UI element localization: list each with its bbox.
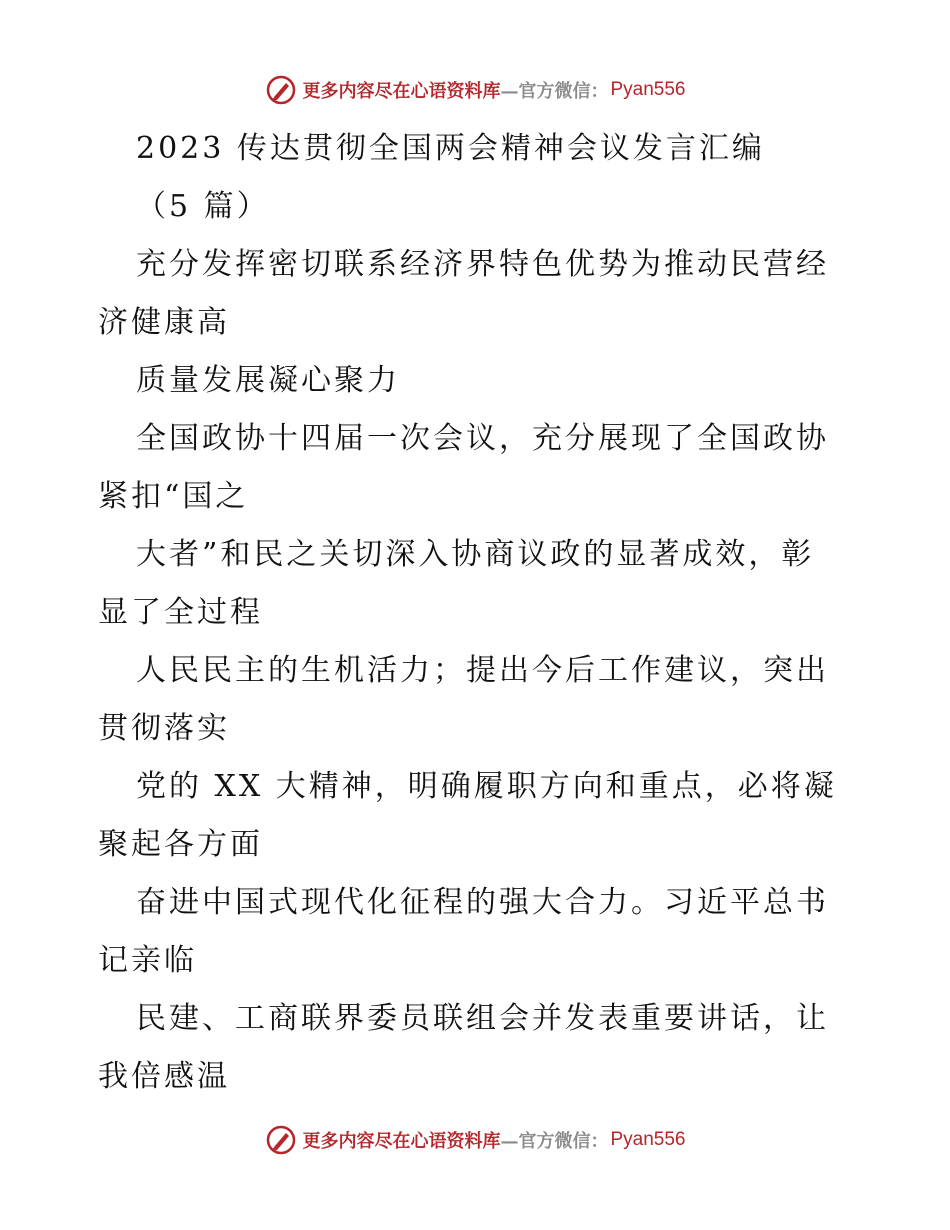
document-body — [98, 120, 858, 1106]
footer-banner — [0, 1120, 950, 1160]
paragraph-line: 充分发挥密切联系经济界特色优势为推动民营经 — [136, 247, 829, 282]
banner-subtitle: —官方微信： — [500, 1131, 609, 1152]
paragraph-line: 人民民主的生机活力；提出今后工作建议，突出 — [136, 653, 829, 688]
paragraph-line: 全国政协十四届一次会议，充分展现了全国政协 — [136, 421, 829, 456]
paragraph-line: 质量发展凝心聚力 — [136, 363, 400, 398]
paragraph-line: 奋进中国式现代化征程的强大合力。习近平总书 — [136, 885, 829, 920]
paragraph-line: 党的 XX 大精神，明确履职方向和重点，必将凝 — [136, 769, 837, 804]
paragraph-line: 济健康高 — [98, 305, 230, 340]
banner-wechat-id: Pyan556 — [610, 79, 686, 100]
banner-subtitle: —官方微信： — [500, 81, 609, 102]
paragraph-line: 我倍感温 — [98, 1059, 230, 1094]
document-subtitle: （5 篇） — [136, 189, 270, 224]
pen-logo-icon — [264, 1123, 298, 1157]
pen-logo-icon — [264, 73, 298, 107]
paragraph-line: 聚起各方面 — [98, 827, 263, 862]
paragraph-line: 民建、工商联界委员联组会并发表重要讲话，让 — [136, 1001, 829, 1036]
paragraph-line: 记亲临 — [98, 943, 197, 978]
paragraph-line: 显了全过程 — [98, 595, 263, 630]
banner-title: 更多内容尽在心语资料库 — [302, 81, 501, 102]
paragraph-line: 贯彻落实 — [98, 711, 230, 746]
paragraph-line: 紧扣“国之 — [98, 479, 249, 514]
header-banner — [0, 70, 950, 110]
paragraph-line: 大者”和民之关切深入协商议政的显著成效，彰 — [136, 537, 815, 572]
banner-title: 更多内容尽在心语资料库 — [302, 1131, 501, 1152]
document-title: 2023 传达贯彻全国两会精神会议发言汇编 — [136, 131, 765, 166]
banner-wechat-id: Pyan556 — [610, 1129, 686, 1150]
